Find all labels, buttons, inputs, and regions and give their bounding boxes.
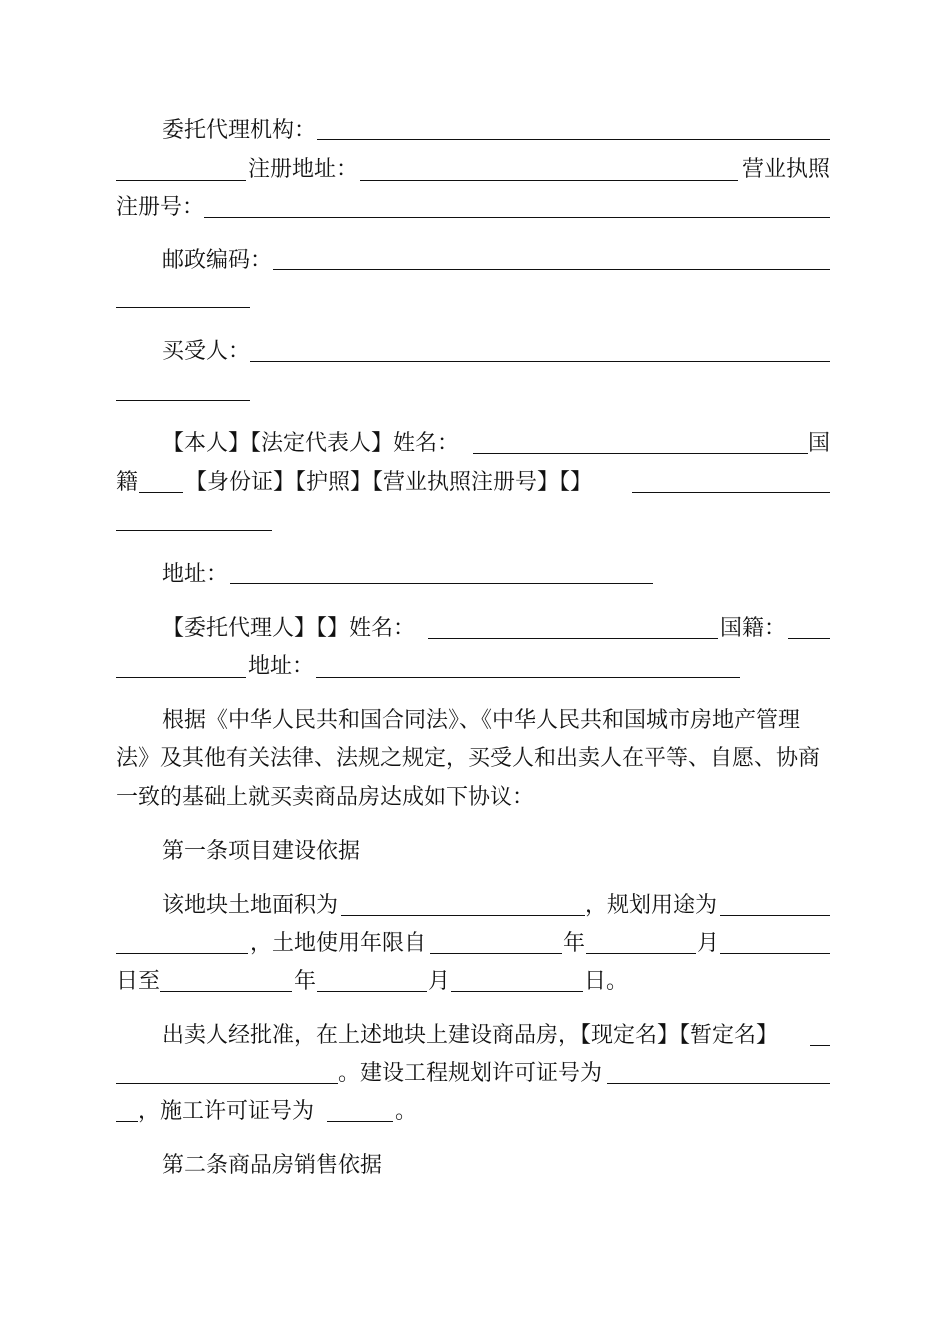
agency-reg-address-blank [360, 180, 738, 181]
buyer-address-label: 地址： [162, 562, 229, 587]
buyer-blank [250, 361, 830, 362]
buyer-id-blank-cont [116, 530, 272, 531]
land-term-end-month-blank [317, 991, 427, 992]
agent-nationality-blank-cont [116, 677, 246, 678]
agency-reg-address-label: 注册地址： [248, 157, 359, 182]
buyer-id-docs: 【身份证】【护照】【营业执照注册号】【】 [185, 470, 593, 495]
construction-permit-label: ，施工许可证号为 [138, 1099, 315, 1124]
buyer-address-blank [230, 583, 653, 584]
construction-permit-end: 。 [395, 1099, 418, 1124]
seller-approved-text: 出卖人经批准，在上述地块上建设商品房，【现定名】【暂定名】 [162, 1023, 779, 1048]
agency-postal-code-blank [273, 269, 830, 270]
buyer-nationality-blank [139, 492, 183, 493]
planned-use-label: ，规划用途为 [585, 893, 718, 918]
agency-reg-number-blank [204, 217, 830, 218]
land-term-year2-label: 年 [294, 969, 317, 994]
agency-postal-code-blank-cont [116, 307, 250, 308]
agent-nationality-label: 国籍： [720, 616, 787, 641]
agent-name-blank [428, 638, 718, 639]
project-name-blank [810, 1045, 830, 1046]
planned-use-blank [720, 915, 830, 916]
land-term-end-day-blank [451, 991, 583, 992]
agent-address-blank [316, 677, 740, 678]
agency-blank-cont [116, 180, 246, 181]
agency-postal-code-label: 邮政编码： [162, 248, 273, 273]
land-term-day-to-label: 日至 [116, 969, 161, 994]
buyer-nationality-label-part1: 国 [808, 431, 831, 456]
agent-name-label: 【委托代理人】【】姓名： [162, 616, 416, 641]
buyer-name-label: 【本人】【法定代表人】姓名： [162, 431, 460, 456]
preamble-line-3: 一致的基础上就买卖商品房达成如下协议： [116, 785, 535, 810]
agency-business-license-label: 营业执照 [742, 157, 831, 182]
buyer-name-blank [473, 453, 808, 454]
buyer-id-blank [632, 492, 830, 493]
land-area-label: 该地块土地面积为 [162, 893, 339, 918]
agency-blank [317, 139, 830, 140]
agency-label: 委托代理机构： [162, 118, 317, 143]
buyer-blank-cont [116, 400, 250, 401]
land-term-start-month-blank [586, 953, 696, 954]
land-term-month-label: 月 [697, 931, 720, 956]
land-term-label: ，土地使用年限自 [250, 931, 427, 956]
planning-permit-blank-cont [116, 1121, 138, 1122]
land-term-year-label: 年 [563, 931, 586, 956]
land-term-day-end-label: 日。 [584, 969, 629, 994]
land-term-start-year-blank [430, 953, 562, 954]
agency-reg-number-label: 注册号： [116, 195, 205, 220]
project-name-blank-cont [116, 1083, 338, 1084]
preamble-line-1: 根据《中华人民共和国合同法》、《中华人民共和国城市房地产管理 [162, 708, 801, 733]
planning-permit-blank [607, 1083, 830, 1084]
article-2-heading: 第二条商品房销售依据 [162, 1153, 383, 1178]
planning-permit-label: 。建设工程规划许可证号为 [338, 1061, 603, 1086]
article-1-heading: 第一条项目建设依据 [162, 839, 361, 864]
construction-permit-blank [327, 1121, 393, 1122]
land-term-end-year-blank [160, 991, 292, 992]
preamble-line-2: 法》及其他有关法律、法规之规定，买受人和出卖人在平等、自愿、协商 [116, 746, 821, 771]
buyer-label: 买受人： [162, 339, 251, 364]
buyer-nationality-label-part2: 籍 [116, 470, 139, 495]
planned-use-blank-cont [116, 953, 248, 954]
agent-address-label: 地址： [248, 654, 315, 679]
land-term-start-day-blank [720, 953, 830, 954]
agent-nationality-blank [788, 638, 830, 639]
land-term-month2-label: 月 [428, 969, 451, 994]
land-area-blank [341, 915, 585, 916]
